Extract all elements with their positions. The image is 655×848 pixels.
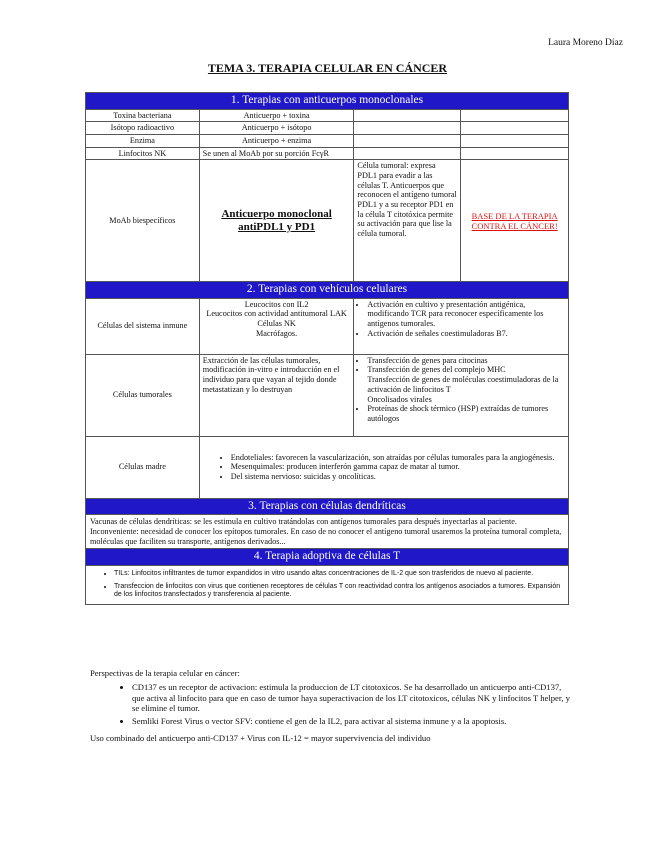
perspectives-heading: Perspectivas de la terapia celular en cáncer: <box>90 668 240 678</box>
tumor-description: Extracción de las células tumorales, modificación in-vitro e introducción en el individuo para que vayan al tejido donde metastatizan y lo destruyan <box>199 354 354 436</box>
bispecific-antibody: Anticuerpo monoclonal antiPDL1 y PD1 <box>199 160 354 282</box>
section-1-header: 1. Terapias con anticuerpos monoclonales <box>86 93 569 110</box>
list-item: • Semliki Forest Virus o vector SFV: contiene el gen de la IL2, para activar al sistema inmune y a la apoptosis. <box>132 716 570 726</box>
list-item: • Transfección de genes del complejo MHC <box>367 365 565 375</box>
list-item: Transfección de genes de moléculas coestimuladoras de la activación de linfocitos T Oncolisados virales <box>367 375 559 404</box>
table-row <box>86 134 569 147</box>
list-item: • Mesenquimales: producen interferón gamma capaz de matar al tumor. <box>231 462 565 472</box>
immune-bullets <box>354 298 569 354</box>
row-label: MoAb biespecíficos <box>86 160 200 282</box>
row-value: Se unen al MoAb por su porción FcγR <box>199 147 354 160</box>
section-2-header: 2. Terapias con vehículos celulares <box>86 282 569 299</box>
bispecific-description: Célula tumoral: expresa PDL1 para evadir a las células T. Anticuerpos que reconocen el antígeno tumoral PDL1 y a su receptor PD1 en la célula T citotóxica permite su activación para que lise la célula tumoral. <box>354 160 461 282</box>
list-item: • Proteínas de shock térmico (HSP) extraídas de tumores autólogos <box>367 404 565 423</box>
adoptive-list <box>86 565 569 604</box>
section-4-header: 4. Terapia adoptiva de células T <box>86 549 569 566</box>
row-label: Células tumorales <box>86 354 200 436</box>
row-label: Linfocitos NK <box>86 147 200 160</box>
table-row <box>86 147 569 160</box>
list-item: • CD137 es un receptor de activacion: estimula la produccion de LT citotoxicos. Se ha desarrollado un anticuerpo anti-CD137, que activa al linfocito para que en caso de tumor haya superactivacion de los LT citotoxicos, células NK y linfocitos T helper, y se elimine el tumor. <box>132 682 570 713</box>
row-label: Células del sistema inmune <box>86 298 200 354</box>
list-item: • Activación de señales coestimuladoras B7. <box>367 329 565 339</box>
table-row <box>86 109 569 122</box>
combined-use: Uso combinado del anticuerpo anti-CD137 + Virus con IL-12 = mayor supervivencia del individuo <box>90 732 431 743</box>
list-item: • Del sistema nervioso: suicidas y oncolíticas. <box>231 472 565 482</box>
row-label: Células madre <box>86 436 200 498</box>
author-name: Laura Moreno Díaz <box>548 38 623 48</box>
dendritic-text: Vacunas de células dendríticas: se les estimula en cultivo tratándolas con antígenos tumorales para después inyectarlas al paciente. Inconveniente: necesidad de conocer los epítopos tumorales. En caso de no conocer el antígeno tumoral usaremos la proteína tumoral completa, moléculas que faciliten su transporte, antígenos derivados... <box>86 515 569 549</box>
list-item: • Endoteliales: favorecen la vascularización, son atraídas por células tumorales para la angiogénesis. <box>231 453 565 463</box>
table-row <box>86 565 569 604</box>
section-3-header: 3. Terapias con células dendríticas <box>86 498 569 515</box>
stem-bullets <box>199 436 568 498</box>
therapy-table <box>85 92 569 605</box>
table-row <box>86 354 569 436</box>
row-value: Anticuerpo + isótopo <box>199 122 354 135</box>
table-row <box>86 515 569 549</box>
row-label: Enzima <box>86 134 200 147</box>
table-row <box>86 160 569 282</box>
immune-cells: Leucocitos con IL2 Leucocitos con actividad antitumoral LAK Células NK Macrófagos. <box>199 298 354 354</box>
table-row <box>86 436 569 498</box>
tumor-bullets <box>354 354 569 436</box>
table-row <box>86 122 569 135</box>
list-item: • Transfeccion de linfocitos con virus que contienen receptores de células T con reactividad contra los antígenos asociados a tumores. Expansión de los linfocitos transfectados y transferencia al paciente. <box>114 583 564 600</box>
list-item: • TILs: Linfocitos infiltrantes de tumor expandidos in vitro usando altas concentraciones de IL-2 que son trasferidos de nuevo al paciente. <box>114 570 564 578</box>
row-label: Isótopo radioactivo <box>86 122 200 135</box>
row-value: Anticuerpo + toxina <box>199 109 354 122</box>
row-value: Anticuerpo + enzima <box>199 134 354 147</box>
page-title: TEMA 3. TERAPIA CELULAR EN CÁNCER <box>207 61 448 75</box>
row-label: Toxina bacteriana <box>86 109 200 122</box>
list-item: • Transfección de genes para citocinas <box>367 356 565 366</box>
therapy-note: BASE DE LA TERAPIA CONTRA EL CÁNCER! <box>461 160 569 282</box>
list-item: • Activación en cultivo y presentación antigénica, modificando TCR para reconocer específicamente los antígenos tumorales. <box>367 300 565 329</box>
perspectives-section <box>90 668 570 743</box>
table-row <box>86 298 569 354</box>
